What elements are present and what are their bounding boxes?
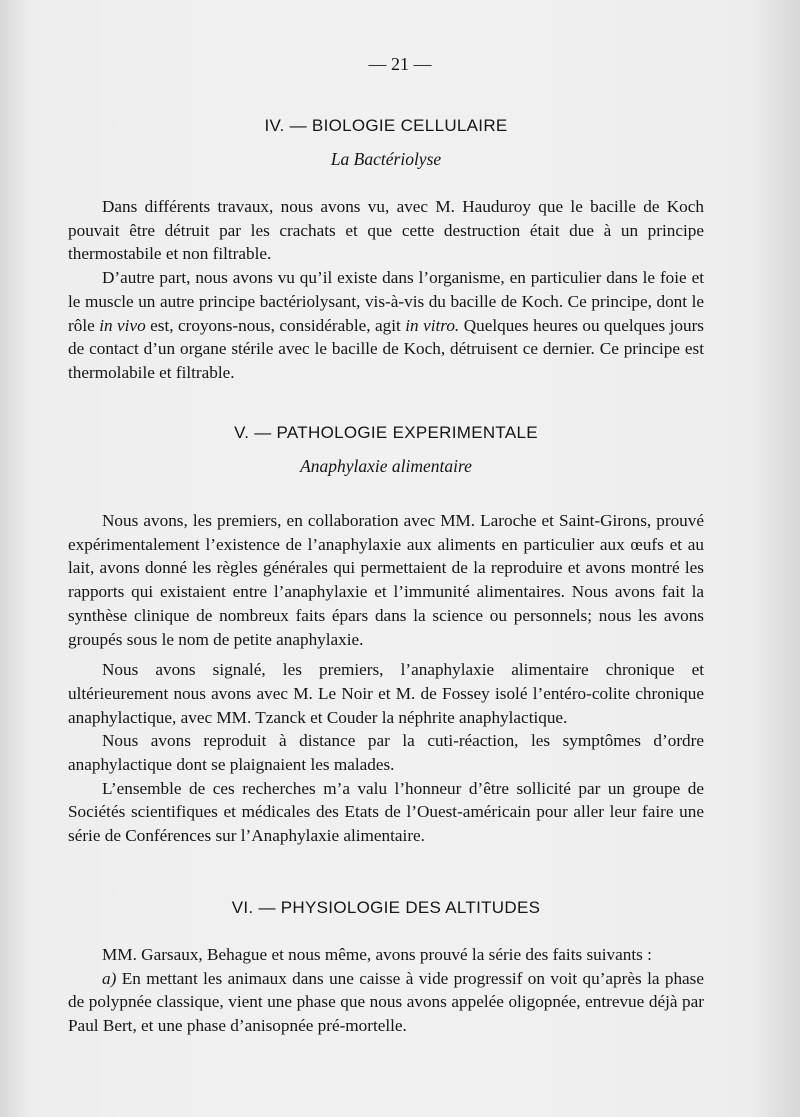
section-vi-paragraph-2-text: En mettant les animaux dans une caisse à vide progressif on voit qu’après la phase de polypnée classique, vient une phase que nous avons appelée oligopnée, entrevue déjà par Paul Bert, et une phase d’anisopnée pré-mortelle. <box>68 968 704 1036</box>
section-v-heading: V. — PATHOLOGIE EXPERIMENTALE <box>234 423 538 442</box>
section-iv-subheading: La Bactériolyse <box>330 149 442 169</box>
section-vi-paragraph-1: MM. Garsaux, Behague et nous même, avons prouvé la série des faits suivants : <box>102 945 652 964</box>
in-vivo-term: in vivo <box>99 315 146 335</box>
section-vi-heading: VI. — PHYSIOLOGIE DES ALTITUDES <box>231 898 541 917</box>
section-iv-paragraph-1: Dans différents travaux, nous avons vu, avec M. Hauduroy que le bacille de Koch pouvait être détruit par les crachats et que cette destruction était due à un principe thermostabile et non filtrable. <box>68 197 704 264</box>
in-vitro-term: in vitro. <box>405 315 460 335</box>
section-v-paragraph-2: Nous avons signalé, les premiers, l’anaphylaxie alimentaire chronique et ultérieurement nous avons avec M. Le Noir et M. de Fossey isolé l’entéro-colite chronique anaphylactique, avec MM. Tzanck et Couder la néphrite anaphylactique. <box>68 660 704 727</box>
section-iv-paragraph-2-text-c: Quelques heures ou quelques jours de contact d’un organe stérile avec le bacille de Koch, détruisent ce dernier. Ce principe est thermolabile et filtrable. <box>68 315 704 382</box>
section-vi-body <box>68 943 704 1038</box>
section-iv-paragraph-2-text-a: D’autre part, nous avons vu qu’il existe dans l’organisme, en particulier dans le foie et le muscle un autre principe bactériolysant, vis-à-vis du bacille de Koch. Ce principe, dont le rôle <box>68 268 704 335</box>
section-iv-paragraph-2-text-b: est, croyons-nous, considérable, agit <box>145 315 406 335</box>
section-iv-paragraph-2 <box>68 266 704 385</box>
section-v-subheading: Anaphylaxie alimentaire <box>300 456 472 476</box>
section-v-paragraph-1: Nous avons, les premiers, en collaboration avec MM. Laroche et Saint-Girons, prouvé expérimentalement l’existence de l’anaphylaxie aux aliments en particulier aux œufs et au lait, avons donné les règles générales qui permettaient de la reproduire et avons montré les rapports qui existaient entre l’anaphylaxie et l’immunité alimentaires. Nous avons fait la synthèse clinique de nombreux faits épars dans la science ou personnels; nous les avons groupés sous le nom de petite anaphylaxie. <box>68 511 704 649</box>
section-v-paragraph-3: Nous avons reproduit à distance par la cuti-réaction, les symptômes d’ordre anaphylactique dont se plaignaient les malades. <box>68 731 704 775</box>
section-v-body <box>68 509 704 848</box>
section-vi-paragraph-2 <box>68 967 704 1038</box>
section-iv-heading: IV. — BIOLOGIE CELLULAIRE <box>264 116 508 135</box>
section-v-paragraph-4: L’ensemble de ces recherches m’a valu l’honneur d’être sollicité par un groupe de Sociétés scientifiques et médicales des Etats de l’Ouest-américain pour aller leur faire une série de Conférences sur l’Anaphylaxie alimentaire. <box>68 778 704 846</box>
page-number: — 21 — <box>368 54 432 74</box>
section-iv-body <box>68 195 704 385</box>
list-label-a: a) <box>102 968 117 988</box>
